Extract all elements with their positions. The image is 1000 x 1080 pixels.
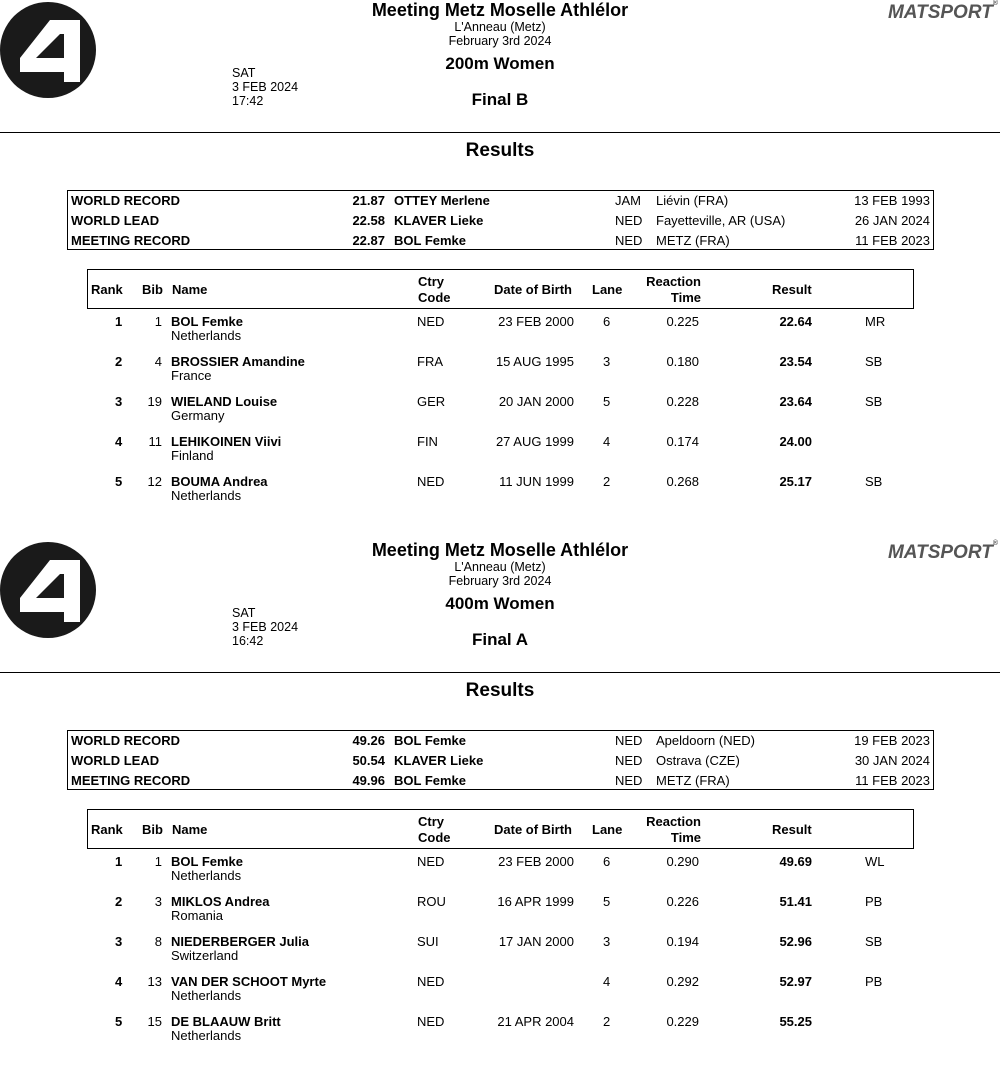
venue: L'Anneau (Metz) [454, 20, 546, 34]
result-row: 2 3 MIKLOS Andrea Romania ROU 16 APR 1999 5 0.226 51.41 PB [115, 894, 883, 923]
records-box [67, 190, 934, 250]
result-row: 3 8 NIEDERBERGER Julia Switzerland SUI 17 JAN 2000 3 0.194 52.96 SB [115, 934, 883, 963]
results-title: Results [465, 680, 535, 701]
record-row: WORLD LEAD 50.54 KLAVER Lieke NED Ostrava (CZE) 30 JAN 2024 [71, 753, 930, 768]
event-day: SAT [232, 606, 256, 620]
result-sheet-400m [0, 540, 1000, 1080]
event-date: 3 FEB 2024 [232, 80, 299, 94]
venue: L'Anneau (Metz) [454, 560, 546, 574]
result-row: 5 15 DE BLAAUW Britt Netherlands NED 21 APR 2004 2 0.229 55.25 [115, 1014, 812, 1043]
result-row: 1 1 BOL Femke Netherlands NED 23 FEB 2000 6 0.290 49.69 WL [115, 854, 885, 883]
result-row: 5 12 BOUMA Andrea Netherlands NED 11 JUN 1999 2 0.268 25.17 SB [115, 474, 883, 503]
record-row: WORLD LEAD 22.58 KLAVER Lieke NED Fayetteville, AR (USA) 26 JAN 2024 [71, 213, 930, 228]
record-row: MEETING RECORD 49.96 BOL Femke NED METZ (FRA) 11 FEB 2023 [71, 773, 930, 788]
results-header: Rank Bib Name Ctry Code Date of Birth Lane Reaction Time Result [87, 809, 914, 849]
event-time: 16:42 [232, 634, 264, 648]
header-divider [0, 672, 1000, 673]
results-header: Rank Bib Name Ctry Code Date of Birth Lane Reaction Time Result [87, 269, 914, 309]
header-divider [0, 132, 1000, 133]
result-row: 3 19 WIELAND Louise Germany GER 20 JAN 2000 5 0.228 23.64 SB [115, 394, 883, 423]
records-box [67, 730, 934, 790]
record-row: WORLD RECORD 49.26 BOL Femke NED Apeldoorn (NED) 19 FEB 2023 [71, 733, 930, 748]
event-title: 200m Women [445, 54, 555, 73]
matsport-logo: MATSPORT® [887, 0, 998, 23]
event-title: 400m Women [445, 594, 555, 613]
event-date: 3 FEB 2024 [232, 620, 299, 634]
record-row: MEETING RECORD 22.87 BOL Femke NED METZ (FRA) 11 FEB 2023 [71, 233, 930, 248]
event-day: SAT [232, 66, 256, 80]
result-row: 4 11 LEHIKOINEN Viivi Finland FIN 27 AUG 1999 4 0.174 24.00 [115, 434, 812, 463]
result-row: 4 13 VAN DER SCHOOT Myrte Netherlands NED 4 0.292 52.97 PB [115, 974, 883, 1003]
round-title: Final B [471, 90, 529, 109]
round-title: Final A [471, 630, 529, 649]
result-row: 1 1 BOL Femke Netherlands NED 23 FEB 2000 6 0.225 22.64 MR [115, 314, 886, 343]
matsport-logo: MATSPORT® [887, 540, 998, 563]
results-title: Results [465, 140, 535, 161]
meet-title: Meeting Metz Moselle Athlélor [371, 0, 629, 20]
meet-date: February 3rd 2024 [448, 34, 552, 48]
event-time: 17:42 [232, 94, 264, 108]
record-row: WORLD RECORD 21.87 OTTEY Merlene JAM Liévin (FRA) 13 FEB 1993 [71, 193, 930, 208]
meet-date: February 3rd 2024 [448, 574, 552, 588]
result-row: 2 4 BROSSIER Amandine France FRA 15 AUG 1995 3 0.180 23.54 SB [115, 354, 883, 383]
meet-title: Meeting Metz Moselle Athlélor [371, 540, 629, 560]
